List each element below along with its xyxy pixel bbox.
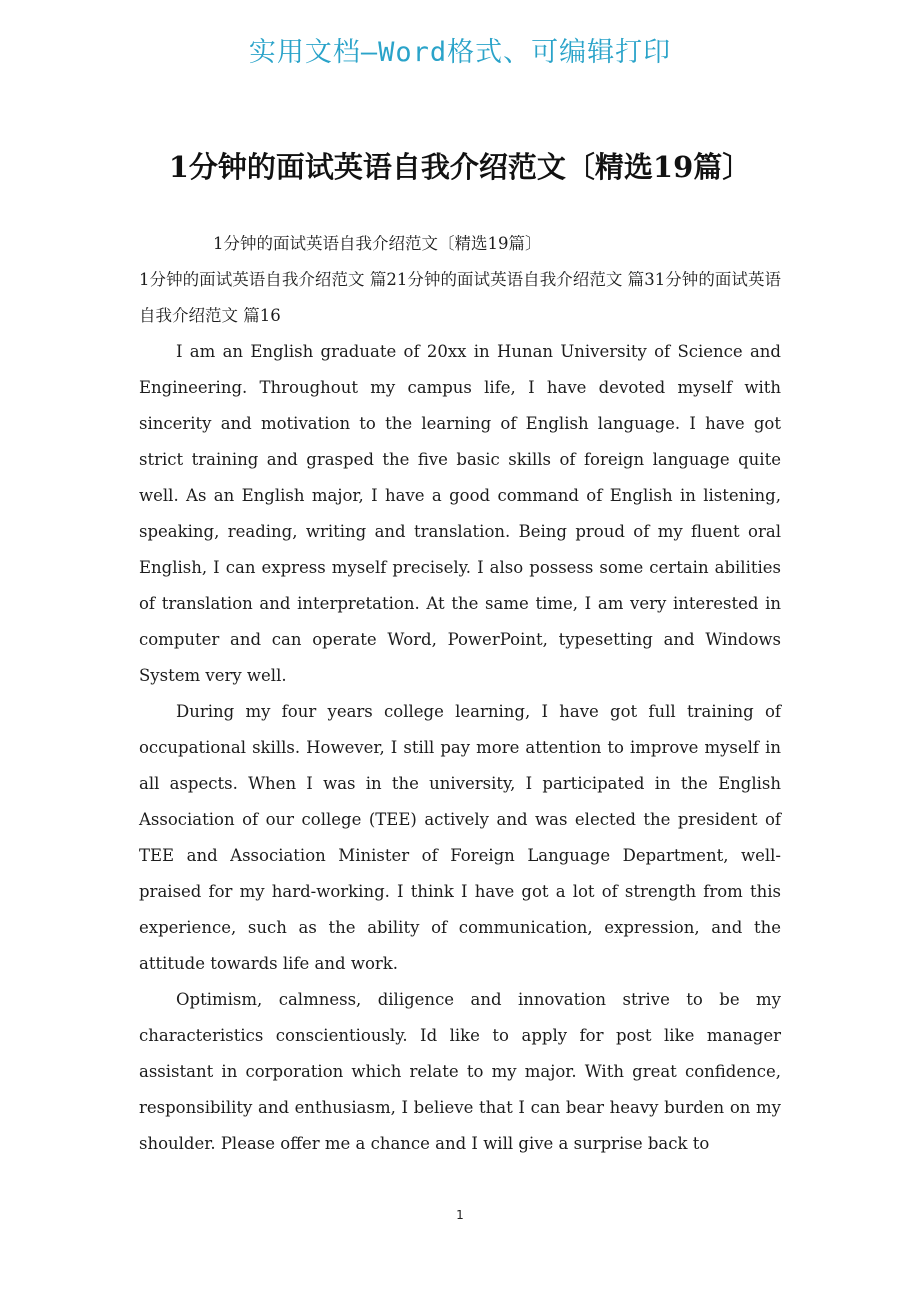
header-banner: 实用文档—Word格式、可编辑打印 <box>248 37 672 68</box>
toc-heading-line: 1分钟的面试英语自我介绍范文〔精选19篇〕 <box>213 234 542 253</box>
paragraph-1: I am an English graduate of 20xx in Hunan University of Science and Engineering. Throughout my campus life, I have devoted myself with sincerity and motivation to the learning of English language. I have got strict training and grasped the five basic skills of foreign language quite well. As an English major, I have a good command of English in listening, speaking, reading, writing and translation. Being proud of my fluent oral English, I can express myself precisely. I also possess some certain abilities of translation and interpretation. At the same time, I am very interested in computer and can operate Word, PowerPoint, typesetting and Windows System very well. <box>139 342 781 685</box>
document-title: 1分钟的面试英语自我介绍范文〔精选19篇〕 <box>168 150 752 184</box>
document-body <box>139 226 781 1162</box>
paragraph-2: During my four years college learning, I have got full training of occupational skills. However, I still pay more attention to improve myself in all aspects. When I was in the university, I participated in the English Association of our college (TEE) actively and was elected the president of TEE and Association Minister of Foreign Language Department, well-praised for my hard-working. I think I have got a lot of strength from this experience, such as the ability of communication, expression, and the attitude towards life and work. <box>139 702 781 973</box>
paragraph-3: Optimism, calmness, diligence and innovation strive to be my characteristics conscientiously. Id like to apply for post like manager assistant in corporation which relate to my major. With great confidence, responsibility and enthusiasm, I believe that I can bear heavy burden on my shoulder. Please offer me a chance and I will give a surprise back to <box>139 990 781 1153</box>
toc-entries: 1分钟的面试英语自我介绍范文 篇21分钟的面试英语自我介绍范文 篇31分钟的面试英语自我介绍范文 篇16 <box>139 270 781 325</box>
page-number: 1 <box>456 1208 464 1222</box>
